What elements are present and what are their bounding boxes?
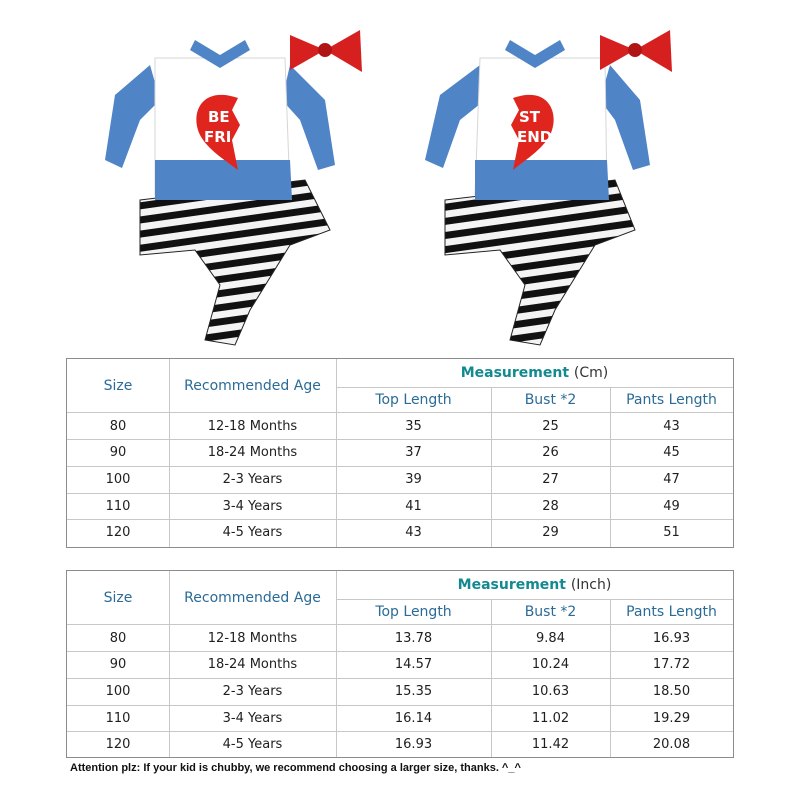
size-table-inch: [66, 570, 734, 758]
cell-bust: 10.63: [531, 684, 570, 699]
cell-pants: 49: [663, 498, 680, 514]
cell-size: 80: [109, 418, 127, 434]
measurement-header: [67, 359, 733, 387]
cell-pants: 45: [663, 445, 680, 460]
cell-top: 15.35: [394, 684, 433, 699]
outfit-left-illustration: [100, 10, 370, 355]
cell-pants: 16.93: [652, 630, 691, 646]
table-row: [67, 413, 733, 439]
cell-age: 2-3 Years: [222, 472, 283, 487]
header-size: Size: [103, 590, 133, 606]
cell-bust: 10.24: [531, 657, 570, 672]
cell-pants: 47: [663, 472, 680, 487]
cell-top: 43: [405, 525, 422, 540]
left-shirt-text-top: BE: [208, 108, 230, 126]
cell-pants: 20.08: [652, 736, 691, 752]
cell-top: 13.78: [394, 630, 433, 646]
cell-top: 35: [405, 418, 422, 434]
header-age: Recommended Age: [184, 590, 321, 606]
cell-pants: 19.29: [652, 710, 691, 726]
right-bow-icon: [600, 30, 672, 72]
outfit-left-image: [100, 10, 370, 355]
cell-bust: 26: [542, 445, 559, 460]
left-shirt-text-bottom: FRI: [204, 128, 232, 146]
subheader-row: [67, 387, 733, 413]
measurement-label: Measurement: [460, 365, 570, 381]
outfit-right-image: [415, 10, 685, 355]
cell-size: 120: [105, 525, 131, 540]
cell-top: 16.14: [394, 710, 433, 726]
cell-age: 2-3 Years: [222, 684, 283, 699]
product-images: [0, 0, 800, 355]
cell-top: 39: [405, 472, 422, 487]
size-table-cm: [66, 358, 734, 548]
cell-size: 80: [109, 630, 127, 646]
cell-age: 18-24 Months: [207, 445, 298, 460]
table-row: [67, 678, 733, 705]
table-row: [67, 705, 733, 731]
cell-top: 41: [405, 498, 422, 514]
header-bust: Bust *2: [524, 604, 577, 620]
cell-age: 4-5 Years: [222, 525, 283, 540]
cell-bust: 25: [542, 418, 559, 434]
cell-size: 120: [105, 736, 131, 752]
table-row: [67, 493, 733, 519]
table-row: [67, 625, 733, 651]
header-pants-length: Pants Length: [626, 392, 717, 408]
header-bust: Bust *2: [524, 392, 577, 408]
cell-size: 100: [105, 472, 131, 487]
cell-size: 100: [105, 684, 131, 699]
cell-top: 16.93: [394, 736, 433, 752]
cell-top: 37: [405, 445, 422, 460]
cell-bust: 11.42: [531, 736, 570, 752]
cell-age: 3-4 Years: [222, 498, 283, 514]
cell-age: 12-18 Months: [207, 630, 298, 646]
cell-pants: 17.72: [652, 657, 691, 672]
cell-size: 90: [109, 657, 127, 672]
table-row: [67, 651, 733, 678]
header-top-length: Top Length: [375, 604, 452, 620]
left-bow-icon: [290, 30, 362, 72]
right-shirt-text-top: ST: [519, 108, 541, 126]
cell-age: 3-4 Years: [222, 710, 283, 726]
cell-age: 18-24 Months: [207, 657, 298, 672]
table-row: [67, 731, 733, 757]
subheader-row: [67, 599, 733, 625]
header-top-length: Top Length: [375, 392, 452, 408]
cell-bust: 11.02: [531, 710, 570, 726]
measurement-unit: (Inch): [570, 577, 612, 593]
right-shirt-text-bottom: END: [517, 128, 553, 146]
table-row: [67, 466, 733, 493]
cell-size: 110: [105, 710, 131, 726]
cell-pants: 18.50: [652, 684, 691, 699]
cell-bust: 29: [542, 525, 559, 540]
sizing-note: Attention plz: If your kid is chubby, we recommend choosing a larger size, thanks. ^_^: [70, 762, 521, 774]
cell-size: 110: [105, 498, 131, 514]
cell-age: 12-18 Months: [207, 418, 298, 434]
header-pants-length: Pants Length: [626, 604, 717, 620]
cell-age: 4-5 Years: [222, 736, 283, 752]
measurement-header: [67, 571, 733, 599]
header-size: Size: [103, 378, 133, 394]
header-age: Recommended Age: [184, 378, 321, 394]
cell-top: 14.57: [394, 657, 433, 672]
cell-bust: 27: [542, 472, 559, 487]
cell-pants: 43: [663, 418, 680, 434]
measurement-label: Measurement: [457, 577, 566, 593]
cell-bust: 28: [542, 498, 559, 514]
measurement-unit: (Cm): [573, 365, 609, 381]
cell-size: 90: [109, 445, 127, 460]
outfit-right-illustration: [415, 10, 685, 355]
table-row: [67, 439, 733, 466]
cell-bust: 9.84: [536, 630, 565, 646]
table-row: [67, 519, 733, 546]
cell-pants: 51: [663, 525, 680, 540]
